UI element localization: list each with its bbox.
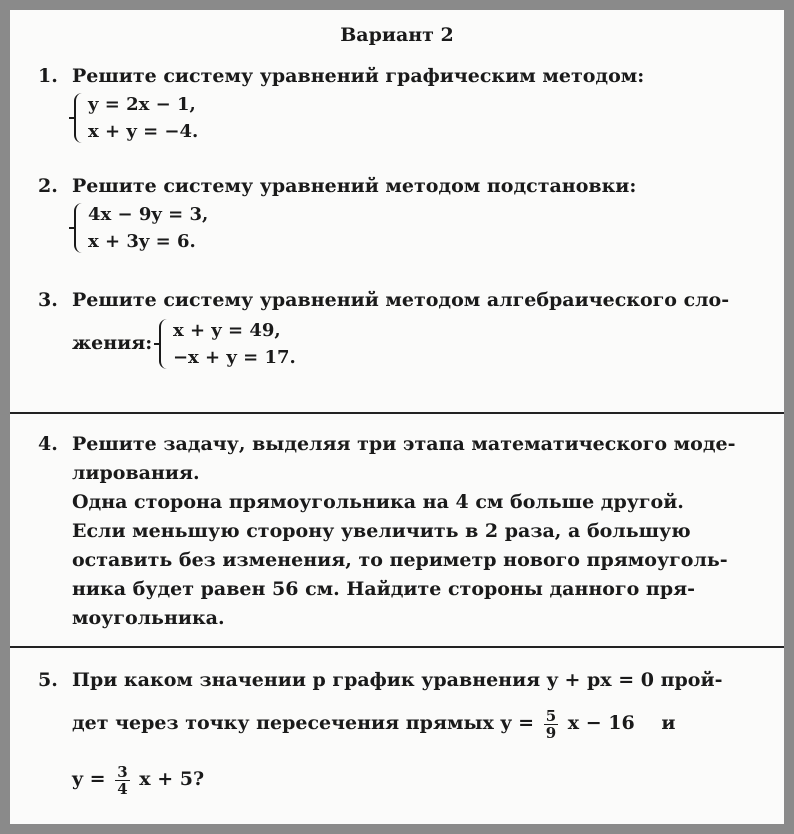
equation: x + 3y = 6.: [88, 231, 196, 252]
section-divider: [10, 646, 784, 648]
fraction: [544, 708, 558, 741]
fraction-numerator: 5: [545, 706, 557, 725]
equation: −x + y = 17.: [172, 347, 296, 368]
task-text: Одна сторона прямоугольника на 4 см больше другой.: [72, 491, 684, 513]
task-number: 3.: [38, 289, 58, 311]
worksheet-page: [10, 10, 784, 824]
task-number: 4.: [38, 433, 58, 455]
task-3: [38, 286, 760, 371]
task-text: Решите задачу, выделяя три этапа математического моде-: [72, 433, 736, 455]
equation: x + y = 49,: [172, 320, 281, 341]
task-text: оставить без изменения, то периметр нового прямоуголь-: [72, 549, 728, 571]
equation: y = 2x − 1,: [88, 94, 196, 115]
task-text: ника будет равен 56 см. Найдите стороны данного пря-: [72, 578, 696, 600]
task-2: [38, 172, 760, 255]
equation: x + y = −4.: [88, 121, 199, 142]
task-4: [38, 430, 760, 633]
equation-part: x + 5?: [139, 768, 205, 790]
equation-part: y =: [500, 712, 535, 734]
brace-icon: [74, 93, 86, 143]
task-number: 2.: [38, 175, 58, 197]
task-text: моугольника.: [72, 607, 225, 629]
conjunction: и: [661, 712, 676, 734]
task-text: Решите систему уравнений графическим методом:: [72, 65, 645, 87]
fraction-numerator: 3: [117, 762, 128, 781]
section-divider: [10, 412, 784, 414]
task-text: лирования.: [72, 462, 200, 484]
fraction-denominator: 9: [545, 723, 557, 742]
task-line: [72, 703, 760, 743]
task-text: При каком значении p график уравнения y + px = 0 прой-: [72, 669, 723, 691]
task-text: Решите систему уравнений методом подстановки:: [72, 175, 637, 197]
brace-icon: [159, 319, 171, 369]
equation-part: y =: [72, 768, 106, 790]
task-text: Решите систему уравнений методом алгебраического сло-: [72, 289, 730, 311]
task-number: 5.: [38, 669, 58, 691]
task-line: [72, 759, 760, 799]
task-text: Если меньшую сторону увеличить в 2 раза, а большую: [72, 520, 691, 542]
brace-icon: [74, 203, 86, 253]
equation-system: [159, 317, 296, 371]
equation-system: [74, 91, 760, 145]
equation: 4x − 9y = 3,: [88, 204, 209, 225]
task-1: [38, 62, 760, 145]
page-title: Вариант 2: [340, 24, 454, 46]
task-text: дет через точку пересечения прямых: [72, 712, 494, 734]
equation-system: [74, 201, 760, 255]
fraction-denominator: 4: [117, 779, 128, 798]
task-text-cont: жения:: [72, 332, 153, 354]
task-number: 1.: [38, 65, 58, 87]
equation-part: x − 16: [567, 712, 635, 734]
fraction: [115, 764, 129, 797]
task-5: [38, 666, 760, 799]
